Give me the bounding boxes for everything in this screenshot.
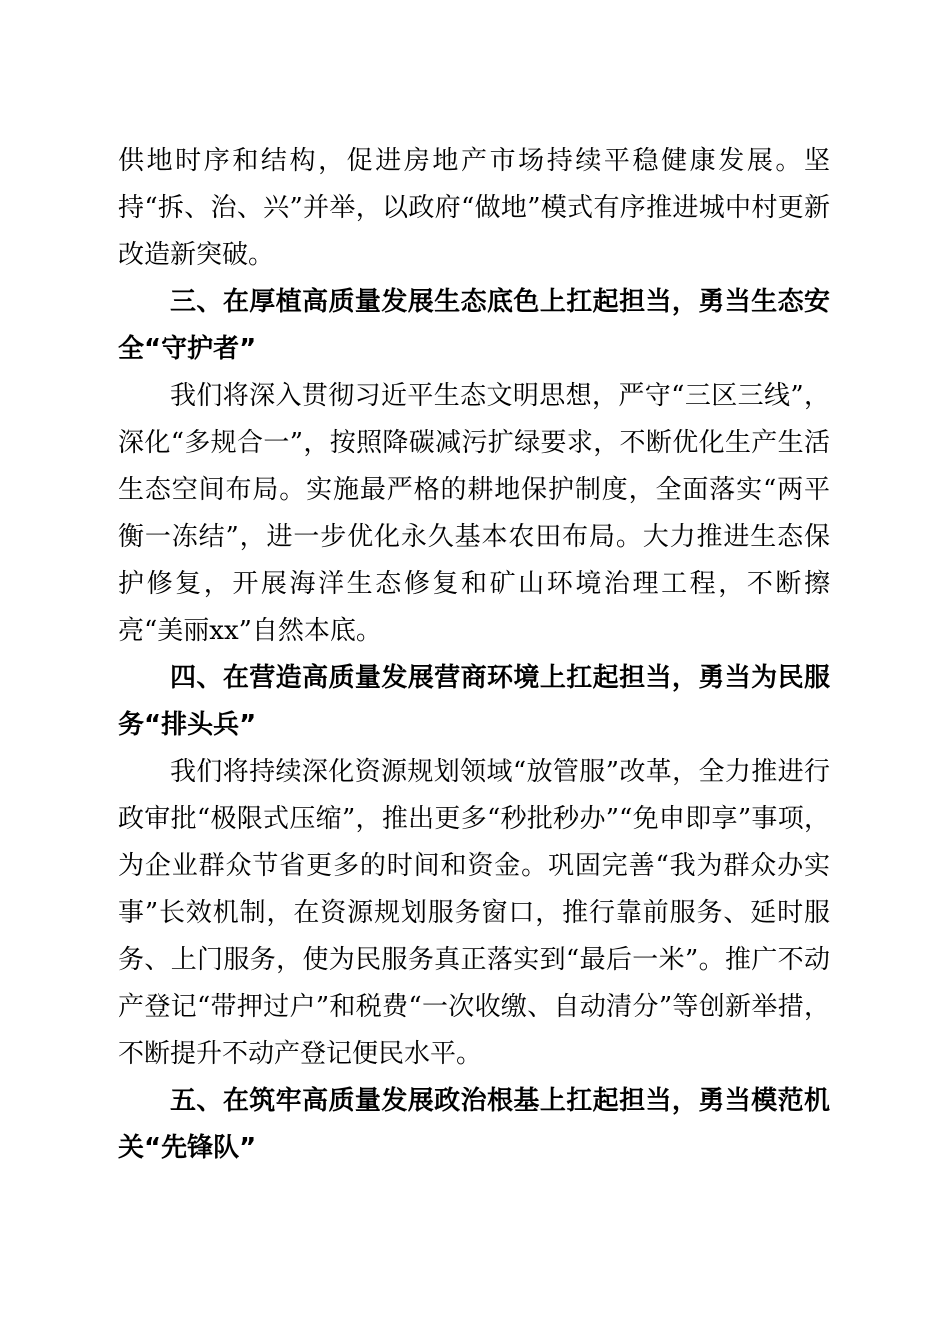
paragraph-service: 我们将持续深化资源规划领域“放管服”改革，全力推进行政审批“极限式压缩”，推出更多“秒批秒办”“免申即享”事项，为企业群众节省更多的时间和资金。巩固完善“我为群众办实事”长效机制，在资源规划服务窗口，推行靠前服务、延时服务、上门服务，使为民服务真正落实到“最后一米”。推广不动产登记“带押过户”和税费“一次收缴、自动清分”等创新举措，不断提升不动产登记便民水平。 (118, 757, 830, 1069)
paragraph-continuation: 供地时序和结构，促进房地产市场持续平稳健康发展。坚持“拆、治、兴”并举，以政府“做地”模式有序推进城中村更新改造新突破。 (118, 146, 830, 270)
paragraph-ecology: 我们将深入贯彻习近平生态文明思想，严守“三区三线”，深化“多规合一”，按照降碳减污扩绿要求，不断优化生产生活生态空间布局。实施最严格的耕地保护制度，全面落实“两平衡一冻结”，进一步优化永久基本农田布局。大力推进生态保护修复，开展海洋生态修复和矿山环境治理工程，不断擦亮“美丽xx”自然本底。 (118, 381, 830, 646)
document-body (118, 138, 830, 1172)
section-heading-4: 四、在营造高质量发展营商环境上扛起担当，勇当为民服务“排头兵” (118, 663, 830, 740)
section-heading-3: 三、在厚植高质量发展生态底色上扛起担当，勇当生态安全“守护者” (118, 287, 830, 364)
section-heading-5: 五、在筑牢高质量发展政治根基上扛起担当，勇当模范机关“先锋队” (118, 1086, 830, 1163)
